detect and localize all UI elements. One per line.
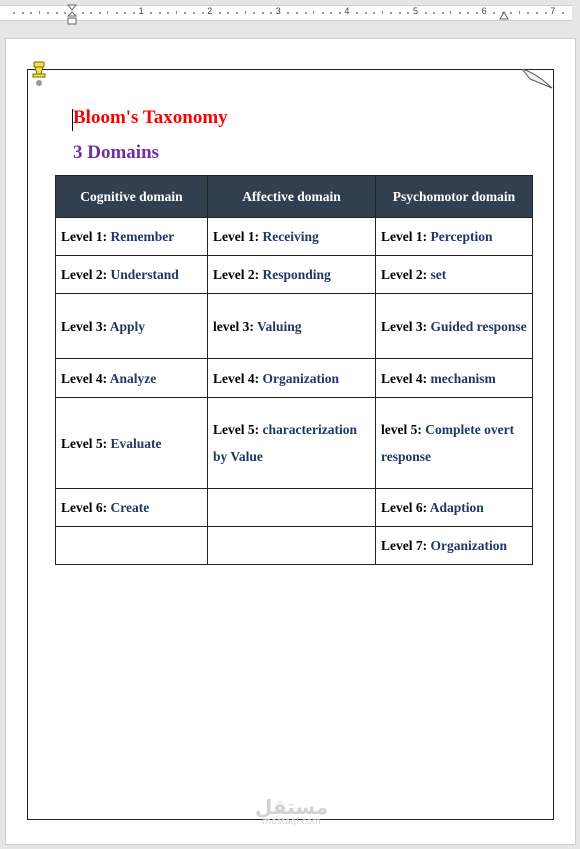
- level-value: Create: [110, 500, 150, 515]
- ruler-tick: [39, 11, 40, 14]
- ruler-tick: [356, 12, 358, 14]
- level-label: Level 6:: [381, 500, 428, 515]
- ruler-tick: [322, 12, 324, 14]
- ruler-tick: [150, 12, 152, 14]
- document-subtitle[interactable]: 3 Domains: [73, 142, 160, 163]
- table-cell[interactable]: [376, 218, 533, 256]
- table-cell[interactable]: [376, 489, 533, 527]
- ruler-tick: [13, 12, 15, 14]
- table-cell[interactable]: [56, 489, 208, 527]
- level-value: Complete overt response: [381, 422, 515, 464]
- level-label: Level 5:: [61, 435, 108, 451]
- ruler-tick: [202, 12, 204, 14]
- table-cell[interactable]: [376, 359, 533, 398]
- table-row: [56, 294, 533, 359]
- ruler-tick: [339, 12, 341, 14]
- table-row: [56, 256, 533, 294]
- ruler-number: 5: [413, 6, 419, 16]
- table-cell[interactable]: [56, 218, 208, 256]
- ruler-tick: [425, 12, 427, 14]
- table-cell[interactable]: [56, 294, 208, 359]
- level-value: Receiving: [262, 229, 319, 244]
- header-affective[interactable]: Affective domain: [208, 176, 376, 218]
- table-cell[interactable]: [376, 527, 533, 565]
- ruler-tick: [305, 12, 307, 14]
- domains-table[interactable]: [55, 175, 533, 565]
- ruler-tick: [313, 11, 314, 14]
- table-cell[interactable]: [208, 294, 376, 359]
- level-label: Level 1:: [61, 229, 108, 244]
- table-cell[interactable]: [208, 359, 376, 398]
- table-cell[interactable]: [208, 256, 376, 294]
- ruler-tick: [270, 12, 272, 14]
- level-value: Organization: [262, 370, 339, 386]
- level-value: characterization by Value: [213, 422, 357, 464]
- table-cell[interactable]: [56, 359, 208, 398]
- ruler-tick: [227, 12, 229, 14]
- table-cell[interactable]: [208, 489, 376, 527]
- level-label: Level 4:: [61, 370, 108, 386]
- level-value: Evaluate: [110, 435, 162, 451]
- level-label: Level 6:: [61, 500, 108, 515]
- level-value: set: [430, 267, 447, 282]
- ruler-tick: [442, 12, 444, 14]
- ruler-tick: [373, 12, 375, 14]
- ruler-number: 4: [344, 6, 350, 16]
- ruler-tick: [287, 12, 289, 14]
- level-label: Level 3:: [61, 318, 108, 334]
- header-psychomotor[interactable]: Psychomotor domain: [376, 176, 533, 218]
- watermark-url: mostaql.com: [262, 817, 321, 827]
- ruler-tick: [22, 12, 24, 14]
- level-value: Understand: [110, 267, 179, 282]
- level-label: level 5:: [381, 422, 422, 437]
- ruler-tick: [476, 12, 478, 14]
- ruler-tick: [382, 11, 383, 14]
- ruler-tick: [467, 12, 469, 14]
- ruler-tick: [90, 12, 92, 14]
- table-row: [56, 489, 533, 527]
- level-label: Level 1:: [381, 229, 428, 244]
- ruler-number: 2: [207, 6, 213, 16]
- table-row: [56, 398, 533, 489]
- ruler-tick: [253, 12, 255, 14]
- ruler-tick: [545, 12, 547, 14]
- ruler-tick: [193, 12, 195, 14]
- ruler-tick: [510, 12, 512, 14]
- ruler-tick: [296, 12, 298, 14]
- ruler-tick: [133, 12, 135, 14]
- ruler-tick: [399, 12, 401, 14]
- ruler-tick: [219, 12, 221, 14]
- level-label: Level 2:: [61, 267, 108, 282]
- ruler-tick: [245, 11, 246, 14]
- ruler-tick: [527, 12, 529, 14]
- level-label: Level 7:: [381, 538, 428, 553]
- ruler-tick: [107, 11, 108, 14]
- ruler-tick: [390, 12, 392, 14]
- table-header-row: [56, 176, 533, 218]
- page-curl-icon: [522, 69, 553, 89]
- level-value: Valuing: [257, 318, 302, 334]
- table-row: [56, 527, 533, 565]
- level-value: Perception: [430, 229, 493, 244]
- table-cell[interactable]: [376, 256, 533, 294]
- watermark-logo: مستقل: [255, 795, 329, 819]
- level-label: level 3:: [213, 318, 254, 334]
- ruler-tick: [116, 12, 118, 14]
- level-label: Level 2:: [381, 267, 428, 282]
- table-cell[interactable]: [376, 398, 533, 489]
- ruler-tick: [330, 12, 332, 14]
- document-title[interactable]: Bloom's Taxonomy: [73, 107, 228, 128]
- ruler-tick: [450, 11, 451, 14]
- table-row: [56, 218, 533, 256]
- ruler-tick: [433, 12, 435, 14]
- level-value: Responding: [262, 267, 331, 282]
- table-cell[interactable]: [56, 527, 208, 565]
- header-cognitive[interactable]: Cognitive domain: [56, 176, 208, 218]
- watermark: [255, 797, 328, 827]
- ruler-tick: [159, 12, 161, 14]
- level-label: Level 2:: [213, 267, 260, 282]
- ruler-tick: [365, 12, 367, 14]
- ruler-number: 3: [275, 6, 281, 16]
- ruler-tick: [493, 12, 495, 14]
- ruler-tick: [184, 12, 186, 14]
- level-label: Level 4:: [213, 370, 260, 386]
- ruler-tick: [519, 11, 520, 14]
- left-indent-marker-icon[interactable]: [67, 4, 77, 26]
- table-cell[interactable]: [208, 527, 376, 565]
- ruler-tick: [124, 12, 126, 14]
- level-label: Level 1:: [213, 229, 260, 244]
- horizontal-ruler[interactable]: [0, 0, 580, 24]
- ruler-tick: [167, 12, 169, 14]
- ruler-tick: [30, 12, 32, 14]
- ruler-tick: [562, 12, 564, 14]
- ruler-tick: [99, 12, 101, 14]
- level-value: Adaption: [429, 500, 484, 515]
- ruler-tick: [536, 12, 538, 14]
- level-value: Remember: [110, 229, 175, 244]
- ruler-tick: [176, 11, 177, 14]
- ruler-tick: [459, 12, 461, 14]
- level-value: Apply: [109, 318, 146, 334]
- level-value: Analyze: [109, 370, 157, 386]
- level-value: Organization: [430, 538, 507, 553]
- table-row: [56, 359, 533, 398]
- level-label: Level 3:: [381, 318, 428, 334]
- table-cell[interactable]: [376, 294, 533, 359]
- ruler-number: 1: [138, 6, 144, 16]
- ruler-number: 6: [481, 6, 487, 16]
- ruler-tick: [82, 12, 84, 14]
- table-cell[interactable]: [56, 256, 208, 294]
- ruler-tick: [407, 12, 409, 14]
- level-label: Level 5:: [213, 422, 260, 437]
- ruler-tick: [236, 12, 238, 14]
- table-cell[interactable]: [208, 398, 376, 489]
- level-label: Level 4:: [381, 370, 428, 386]
- level-value: Guided response: [430, 318, 527, 334]
- anchor-pin-icon[interactable]: [31, 60, 47, 88]
- ruler-tick: [47, 12, 49, 14]
- table-cell[interactable]: [208, 218, 376, 256]
- right-indent-marker-icon[interactable]: [499, 11, 509, 21]
- ruler-tick: [262, 12, 264, 14]
- level-value: mechanism: [430, 370, 496, 386]
- table-cell[interactable]: [56, 398, 208, 489]
- ruler-tick: [56, 12, 58, 14]
- ruler-number: 7: [550, 6, 556, 16]
